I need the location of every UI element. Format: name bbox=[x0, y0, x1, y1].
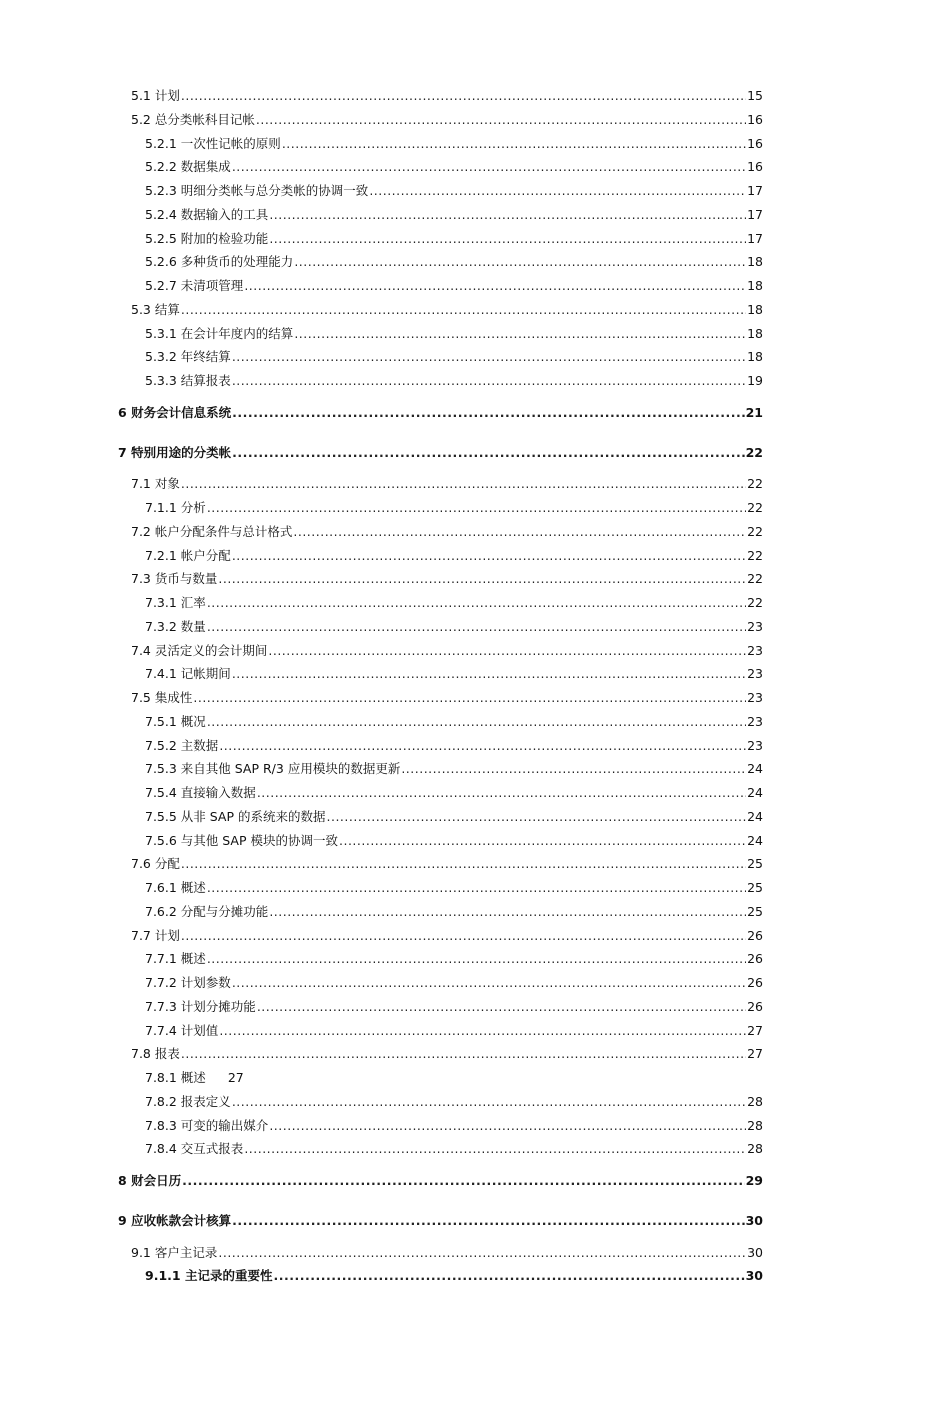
toc-entry[interactable] bbox=[131, 569, 763, 589]
toc-entry[interactable] bbox=[145, 347, 763, 367]
toc-entry-text: 对象 bbox=[154, 476, 180, 492]
toc-entry-number: 6 bbox=[118, 404, 127, 420]
toc-entry-page: 28 bbox=[747, 1141, 763, 1157]
toc-entry-number: 9.1 bbox=[131, 1244, 151, 1260]
toc-entry[interactable] bbox=[145, 276, 763, 296]
toc-entry-page: 27 bbox=[747, 1046, 763, 1062]
toc-entry-title bbox=[145, 617, 206, 637]
toc-entry-page: 16 bbox=[747, 111, 763, 127]
toc-entry-page: 23 bbox=[747, 690, 763, 705]
toc-entry-title bbox=[145, 324, 293, 344]
toc-entry-page: 24 bbox=[747, 808, 763, 824]
toc-entry-text: 结算报表 bbox=[180, 373, 231, 388]
toc-entry-number: 7.8.1 bbox=[145, 1070, 177, 1085]
toc-entry[interactable] bbox=[145, 807, 763, 827]
toc-dot-leader bbox=[293, 522, 746, 542]
toc-entry-title bbox=[131, 110, 255, 130]
toc-entry-text: 报表定义 bbox=[180, 1093, 231, 1109]
toc-entry[interactable] bbox=[131, 1044, 763, 1064]
toc-entry-text: 帐户分配条件与总计格式 bbox=[154, 523, 293, 539]
toc-entry-page: 23 bbox=[747, 737, 763, 753]
toc-entry-page: 22 bbox=[747, 571, 763, 587]
toc-entry-number: 5.2.2 bbox=[145, 159, 177, 175]
toc-entry-text: 计划分摊功能 bbox=[180, 998, 256, 1014]
toc-entry[interactable] bbox=[145, 134, 763, 154]
toc-dot-leader bbox=[181, 300, 746, 320]
toc-entry-title bbox=[145, 664, 231, 684]
toc-entry-number: 7.6 bbox=[131, 856, 151, 872]
toc-entry-page: 18 bbox=[747, 349, 763, 365]
toc-entry-number: 7.5.5 bbox=[145, 808, 177, 824]
toc-entry-title bbox=[131, 474, 180, 494]
toc-entry-title bbox=[145, 973, 231, 993]
toc-entry-number: 7.3 bbox=[131, 571, 151, 587]
toc-entry-page: 30 bbox=[745, 1268, 763, 1284]
toc-entry-number: 5.2.5 bbox=[145, 230, 177, 246]
toc-entry-title bbox=[145, 878, 206, 898]
toc-entry-text: 汇率 bbox=[180, 595, 206, 610]
toc-entry-text: 可变的输出媒介 bbox=[180, 1117, 269, 1133]
toc-entry[interactable] bbox=[145, 1021, 763, 1041]
toc-dot-leader bbox=[401, 759, 746, 779]
toc-entry[interactable] bbox=[145, 1116, 763, 1136]
toc-entry-text: 未清项管理 bbox=[180, 278, 244, 293]
toc-entry-number: 7.5.1 bbox=[145, 713, 177, 729]
toc-dot-leader bbox=[232, 371, 746, 391]
toc-entry-title bbox=[145, 134, 281, 154]
toc-dot-leader bbox=[232, 1211, 745, 1231]
toc-entry-title bbox=[131, 86, 180, 106]
toc-entry-text: 与其他 SAP 模块的协调一致 bbox=[180, 832, 338, 848]
toc-entry-number: 5.1 bbox=[131, 88, 151, 103]
toc-entry-number: 7.2.1 bbox=[145, 547, 177, 563]
toc-entry-text: 结算 bbox=[154, 301, 180, 317]
toc-entry-text: 一次性记帐的原则 bbox=[180, 135, 281, 151]
toc-entry-page: 23 bbox=[747, 713, 763, 729]
toc-entry[interactable] bbox=[145, 759, 763, 779]
toc-entry-number: 5.2.3 bbox=[145, 183, 177, 198]
toc-dot-leader bbox=[269, 1116, 746, 1136]
toc-entry-text: 总分类帐科目记帐 bbox=[154, 111, 255, 127]
toc-entry-title bbox=[145, 229, 268, 249]
toc-dot-leader bbox=[273, 1266, 744, 1286]
toc-entry-page: 27 bbox=[227, 1070, 244, 1085]
toc-dot-leader bbox=[207, 617, 746, 637]
toc-entry-text: 集成性 bbox=[154, 690, 193, 705]
toc-dot-leader bbox=[282, 134, 746, 154]
toc-entry-title bbox=[145, 1021, 218, 1041]
toc-dot-leader bbox=[182, 1171, 745, 1191]
toc-entry-number: 5.2.7 bbox=[145, 278, 177, 293]
toc-entry[interactable] bbox=[118, 443, 763, 463]
toc-entry-title bbox=[118, 1211, 231, 1231]
toc-entry-title bbox=[145, 276, 243, 296]
toc-entry-number: 7.6.2 bbox=[145, 903, 177, 919]
toc-dot-leader bbox=[257, 783, 746, 803]
toc-entry-page: 22 bbox=[747, 547, 763, 563]
toc-entry-page: 21 bbox=[745, 404, 763, 420]
toc-entry[interactable] bbox=[145, 664, 763, 684]
toc-entry[interactable] bbox=[145, 949, 763, 969]
toc-dot-leader bbox=[256, 110, 746, 130]
toc-entry-page: 22 bbox=[745, 444, 763, 460]
toc-dot-leader bbox=[269, 902, 746, 922]
toc-entry[interactable] bbox=[131, 522, 763, 542]
toc-entry[interactable] bbox=[145, 324, 763, 344]
toc-entry-title bbox=[145, 902, 268, 922]
toc-entry[interactable] bbox=[145, 973, 763, 993]
toc-dot-leader bbox=[232, 973, 746, 993]
toc-entry-page: 28 bbox=[747, 1093, 763, 1109]
toc-entry[interactable] bbox=[131, 1243, 763, 1263]
toc-entry[interactable] bbox=[145, 205, 763, 225]
toc-entry-page: 26 bbox=[747, 998, 763, 1014]
toc-entry-text: 主记录的重要性 bbox=[184, 1268, 273, 1284]
toc-entry[interactable] bbox=[145, 181, 763, 201]
toc-entry[interactable] bbox=[145, 736, 763, 756]
toc-dot-leader bbox=[181, 854, 746, 874]
toc-entry-number: 7.4.1 bbox=[145, 666, 177, 682]
toc-entry-page: 26 bbox=[747, 927, 763, 943]
toc-dot-leader bbox=[327, 807, 747, 827]
toc-entry-text: 特别用途的分类帐 bbox=[131, 444, 232, 460]
toc-entry-number: 7.7.1 bbox=[145, 951, 177, 967]
toc-entry-text: 数据集成 bbox=[180, 159, 231, 175]
toc-entry-number: 7.3.1 bbox=[145, 595, 177, 610]
toc-entry[interactable] bbox=[145, 1068, 244, 1088]
toc-entry-title bbox=[145, 949, 206, 969]
toc-entry-text: 财会日历 bbox=[131, 1173, 182, 1188]
toc-entry-title bbox=[131, 569, 217, 589]
toc-entry-number: 7.8 bbox=[131, 1046, 151, 1062]
toc-entry-text: 灵活定义的会计期间 bbox=[154, 642, 268, 658]
toc-entry-title bbox=[131, 300, 180, 320]
toc-entry-number: 5.2 bbox=[131, 111, 151, 127]
toc-entry[interactable] bbox=[131, 474, 763, 494]
toc-entry-title bbox=[145, 347, 231, 367]
toc-entry-title bbox=[145, 181, 368, 201]
toc-entry-text: 交互式报表 bbox=[180, 1141, 244, 1157]
toc-entry-page: 25 bbox=[747, 903, 763, 919]
toc-entry-number: 9.1.1 bbox=[145, 1268, 181, 1284]
toc-entry-title bbox=[145, 252, 293, 272]
toc-dot-leader bbox=[232, 546, 746, 566]
toc-entry-text: 计划 bbox=[154, 927, 180, 943]
toc-dot-leader bbox=[294, 252, 746, 272]
toc-entry-title bbox=[145, 831, 338, 851]
toc-entry-number: 7.5 bbox=[131, 690, 151, 705]
toc-entry-title bbox=[145, 997, 256, 1017]
toc-entry[interactable] bbox=[131, 300, 763, 320]
toc-entry-text: 报表 bbox=[154, 1046, 180, 1062]
toc-dot-leader bbox=[181, 474, 746, 494]
toc-entry-text: 应收帐款会计核算 bbox=[131, 1212, 232, 1228]
toc-dot-leader bbox=[181, 1044, 746, 1064]
toc-entry[interactable] bbox=[145, 783, 763, 803]
toc-dot-leader bbox=[244, 1139, 746, 1159]
toc-entry-page: 22 bbox=[747, 500, 763, 515]
toc-entry-number: 7.8.2 bbox=[145, 1093, 177, 1109]
toc-dot-leader bbox=[294, 324, 746, 344]
toc-entry[interactable] bbox=[118, 403, 763, 423]
toc-entry-page: 24 bbox=[747, 761, 763, 777]
toc-dot-leader bbox=[232, 347, 746, 367]
toc-entry-text: 直接输入数据 bbox=[180, 785, 256, 800]
toc-entry-page: 16 bbox=[747, 159, 763, 175]
toc-entry-page: 18 bbox=[747, 325, 763, 341]
toc-entry-text: 计划值 bbox=[180, 1022, 219, 1038]
toc-entry-number: 7.7 bbox=[131, 927, 151, 943]
toc-dot-leader bbox=[181, 86, 746, 106]
toc-entry-number: 7.1 bbox=[131, 476, 151, 492]
toc-entry-page: 17 bbox=[747, 206, 763, 222]
toc-entry[interactable] bbox=[145, 593, 763, 613]
toc-entry-title bbox=[131, 854, 180, 874]
toc-entry-text: 概况 bbox=[180, 713, 206, 729]
toc-dot-leader bbox=[219, 1021, 746, 1041]
toc-dot-leader bbox=[269, 229, 746, 249]
toc-dot-leader bbox=[232, 443, 745, 463]
toc-dot-leader bbox=[232, 1092, 746, 1112]
toc-entry-page: 25 bbox=[747, 880, 763, 895]
toc-entry-number: 7.5.4 bbox=[145, 785, 177, 800]
toc-dot-leader bbox=[207, 712, 746, 732]
toc-entry-title bbox=[145, 157, 231, 177]
toc-entry-text: 计划 bbox=[154, 88, 180, 103]
toc-entry-text: 概述 bbox=[180, 1070, 206, 1085]
toc-entry-page: 22 bbox=[747, 476, 763, 492]
toc-entry[interactable] bbox=[145, 878, 763, 898]
toc-entry-text: 计划参数 bbox=[180, 975, 231, 990]
toc-entry-title bbox=[145, 205, 268, 225]
toc-entry-page: 26 bbox=[747, 951, 763, 967]
toc-entry-title bbox=[118, 1171, 181, 1191]
toc-entry[interactable] bbox=[145, 1139, 763, 1159]
toc-entry[interactable] bbox=[145, 1092, 763, 1112]
toc-entry-text: 从非 SAP 的系统来的数据 bbox=[180, 808, 326, 824]
toc-entry-text: 分配与分摊功能 bbox=[180, 903, 269, 919]
toc-entry-text: 帐户分配 bbox=[180, 547, 231, 563]
toc-entry-title bbox=[145, 759, 400, 779]
toc-dot-leader bbox=[207, 949, 746, 969]
toc-entry-title bbox=[145, 712, 206, 732]
toc-entry-title bbox=[145, 807, 326, 827]
toc-entry-page: 28 bbox=[747, 1117, 763, 1133]
toc-entry-number: 8 bbox=[118, 1173, 127, 1188]
toc-entry-page: 29 bbox=[745, 1173, 763, 1188]
toc-entry-text: 分配 bbox=[154, 856, 180, 872]
toc-dot-leader bbox=[232, 157, 746, 177]
toc-entry-page: 24 bbox=[747, 832, 763, 848]
toc-entry-number: 7.4 bbox=[131, 642, 151, 658]
toc-dot-leader bbox=[339, 831, 746, 851]
toc-entry[interactable] bbox=[131, 926, 763, 946]
toc-entry-title bbox=[145, 1139, 243, 1159]
toc-entry-text: 概述 bbox=[180, 951, 206, 967]
toc-entry-title bbox=[131, 1243, 217, 1263]
toc-entry-number: 7.7.2 bbox=[145, 975, 177, 990]
toc-entry[interactable] bbox=[145, 157, 763, 177]
toc-entry-text: 主数据 bbox=[180, 737, 219, 753]
toc-entry-title bbox=[131, 688, 192, 708]
toc-entry-text: 客户主记录 bbox=[154, 1244, 218, 1260]
toc-dot-leader bbox=[193, 688, 746, 708]
toc-entry-title bbox=[118, 443, 231, 463]
toc-entry-text: 财务会计信息系统 bbox=[131, 404, 232, 420]
toc-entry-title bbox=[145, 593, 206, 613]
toc-entry-title bbox=[145, 783, 256, 803]
toc-entry-title bbox=[131, 522, 292, 542]
toc-entry-page: 18 bbox=[747, 254, 763, 270]
toc-entry[interactable] bbox=[118, 1211, 763, 1231]
toc-entry-title bbox=[145, 1068, 206, 1088]
toc-entry[interactable] bbox=[131, 641, 763, 661]
toc-entry-number: 7.5.6 bbox=[145, 832, 177, 848]
toc-entry-text: 数据输入的工具 bbox=[180, 206, 269, 222]
toc-entry-page: 25 bbox=[747, 856, 763, 872]
toc-entry-number: 7.1.1 bbox=[145, 500, 177, 515]
toc-entry[interactable] bbox=[145, 546, 763, 566]
toc-entry-page: 18 bbox=[747, 278, 763, 293]
toc-entry-title bbox=[131, 926, 180, 946]
toc-entry-title bbox=[145, 371, 231, 391]
toc-entry-text: 货币与数量 bbox=[154, 571, 218, 587]
toc-dot-leader bbox=[232, 403, 745, 423]
toc-entry-title bbox=[145, 1092, 231, 1112]
toc-entry-number: 7.6.1 bbox=[145, 880, 177, 895]
toc-entry-title bbox=[145, 498, 206, 518]
toc-entry[interactable] bbox=[131, 688, 763, 708]
toc-dot-leader bbox=[244, 276, 746, 296]
toc-entry[interactable] bbox=[145, 1266, 763, 1286]
toc-dot-leader bbox=[207, 498, 746, 518]
toc-entry-number: 5.2.4 bbox=[145, 206, 177, 222]
toc-entry-title bbox=[145, 1116, 268, 1136]
toc-entry-page: 24 bbox=[747, 785, 763, 800]
toc-entry[interactable] bbox=[131, 854, 763, 874]
toc-entry-title bbox=[118, 403, 231, 423]
toc-entry-page: 26 bbox=[747, 975, 763, 990]
toc-entry-page: 30 bbox=[745, 1212, 763, 1228]
toc-entry-text: 来自其他 SAP R/3 应用模块的数据更新 bbox=[180, 761, 401, 777]
toc-entry-page: 23 bbox=[747, 666, 763, 682]
toc-entry-text: 在会计年度内的结算 bbox=[180, 325, 294, 341]
toc-entry[interactable] bbox=[145, 229, 763, 249]
toc-entry-title bbox=[131, 1044, 180, 1064]
toc-entry[interactable] bbox=[145, 712, 763, 732]
toc-entry[interactable] bbox=[118, 1171, 763, 1191]
toc-dot-leader bbox=[207, 878, 746, 898]
toc-entry-text: 记帐期间 bbox=[180, 666, 231, 682]
toc-entry-number: 5.2.6 bbox=[145, 254, 177, 270]
toc-dot-leader bbox=[218, 569, 746, 589]
toc-entry[interactable] bbox=[145, 902, 763, 922]
toc-entry-number: 7.7.3 bbox=[145, 998, 177, 1014]
toc-entry-page: 15 bbox=[747, 88, 763, 103]
toc-entry-number: 9 bbox=[118, 1212, 127, 1228]
toc-entry-page: 22 bbox=[747, 595, 763, 610]
toc-entry-page: 17 bbox=[747, 230, 763, 246]
toc-entry[interactable] bbox=[131, 86, 763, 106]
toc-entry-text: 分析 bbox=[180, 500, 206, 515]
toc-entry-number: 7 bbox=[118, 444, 127, 460]
toc-entry-page: 22 bbox=[747, 523, 763, 539]
toc-entry-title bbox=[145, 736, 218, 756]
toc-entry[interactable] bbox=[145, 498, 763, 518]
toc-dot-leader bbox=[232, 664, 746, 684]
toc-entry-text: 多种货币的处理能力 bbox=[180, 254, 294, 270]
toc-dot-leader bbox=[257, 997, 746, 1017]
toc-entry-text: 概述 bbox=[180, 880, 206, 895]
toc-entry-text: 明细分类帐与总分类帐的协调一致 bbox=[180, 183, 369, 198]
toc-entry[interactable] bbox=[145, 252, 763, 272]
toc-entry-number: 5.2.1 bbox=[145, 135, 177, 151]
toc-entry[interactable] bbox=[145, 997, 763, 1017]
toc-entry-page: 27 bbox=[747, 1022, 763, 1038]
toc-entry-page: 17 bbox=[747, 183, 763, 198]
toc-entry-number: 7.3.2 bbox=[145, 618, 177, 634]
toc-entry-page: 30 bbox=[747, 1244, 763, 1260]
toc-entry-number: 5.3.3 bbox=[145, 373, 177, 388]
toc-entry[interactable] bbox=[131, 110, 763, 130]
toc-entry-text: 数量 bbox=[180, 618, 206, 634]
toc-dot-leader bbox=[181, 926, 746, 946]
toc-dot-leader bbox=[207, 593, 746, 613]
toc-entry[interactable] bbox=[145, 371, 763, 391]
toc-entry-number: 5.3.1 bbox=[145, 325, 177, 341]
toc-entry-number: 7.7.4 bbox=[145, 1022, 177, 1038]
toc-entry-number: 5.3.2 bbox=[145, 349, 177, 365]
toc-entry[interactable] bbox=[145, 617, 763, 637]
toc-dot-leader bbox=[219, 736, 746, 756]
toc-entry-page: 23 bbox=[747, 642, 763, 658]
toc-entry-number: 7.5.2 bbox=[145, 737, 177, 753]
toc-entry[interactable] bbox=[145, 831, 763, 851]
toc-dot-leader bbox=[268, 641, 746, 661]
toc-entry-title bbox=[131, 641, 267, 661]
toc-entry-number: 5.3 bbox=[131, 301, 151, 317]
toc-entry-page: 19 bbox=[747, 373, 763, 388]
toc-entry-title bbox=[145, 1266, 272, 1286]
toc-entry-page: 16 bbox=[747, 135, 763, 151]
toc-entry-number: 7.8.4 bbox=[145, 1141, 177, 1157]
toc-entry-number: 7.5.3 bbox=[145, 761, 177, 777]
toc-dot-leader bbox=[269, 205, 746, 225]
toc-entry-page: 18 bbox=[747, 301, 763, 317]
toc-entry-number: 7.2 bbox=[131, 523, 151, 539]
toc-entry-title bbox=[145, 546, 231, 566]
toc-dot-leader bbox=[218, 1243, 746, 1263]
toc-entry-text: 年终结算 bbox=[180, 349, 231, 365]
toc-dot-leader bbox=[369, 181, 746, 201]
toc-entry-text: 附加的检验功能 bbox=[180, 230, 269, 246]
toc-entry-number: 7.8.3 bbox=[145, 1117, 177, 1133]
toc-entry-page: 23 bbox=[747, 618, 763, 634]
